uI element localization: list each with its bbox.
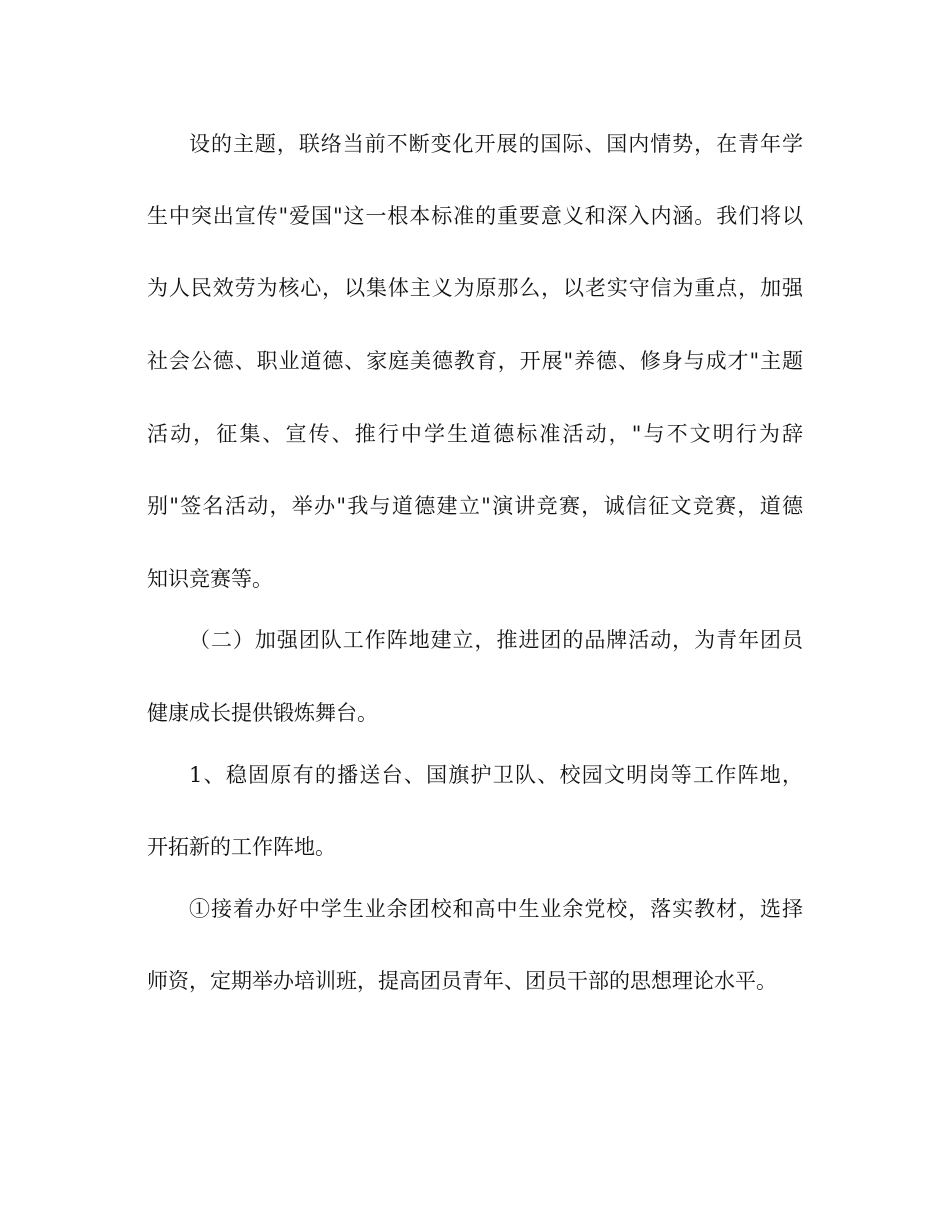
paragraph-line: 活动，征集、宣传、推行中学生道德标准活动，"与不文明行为辞 (147, 422, 803, 446)
paragraph-line: 设的主题，联络当前不断变化开展的国际、国内情势，在青年学 (189, 132, 803, 156)
list-item-line: ①接着办好中学生业余团校和高中生业余党校，落实教材，选择 (189, 897, 803, 921)
list-item-line: 师资，定期举办培训班，提高团员青年、团员干部的思想理论水平。 (147, 969, 777, 993)
section-heading-line: 健康成长提供锻炼舞台。 (147, 701, 378, 725)
list-item-line: 开拓新的工作阵地。 (147, 835, 336, 859)
paragraph-line: 社会公德、职业道德、家庭美德教育，开展"养德、修身与成才"主题 (147, 349, 803, 373)
paragraph-line: 为人民效劳为核心，以集体主义为原那么，以老实守信为重点，加强 (147, 276, 803, 300)
paragraph-line: 生中突出宣传"爱国"这一根本标准的重要意义和深入内涵。我们将以 (147, 204, 803, 228)
paragraph-line: 别"签名活动，举办"我与道德建立"演讲竞赛，诚信征文竞赛，道德 (147, 494, 803, 518)
list-item-line: 1、稳固原有的播送台、国旗护卫队、校园文明岗等工作阵地， (189, 763, 803, 787)
section-heading-line: （二）加强团队工作阵地建立，推进团的品牌活动，为青年团员 (189, 628, 803, 652)
paragraph-line: 知识竞赛等。 (147, 567, 273, 591)
